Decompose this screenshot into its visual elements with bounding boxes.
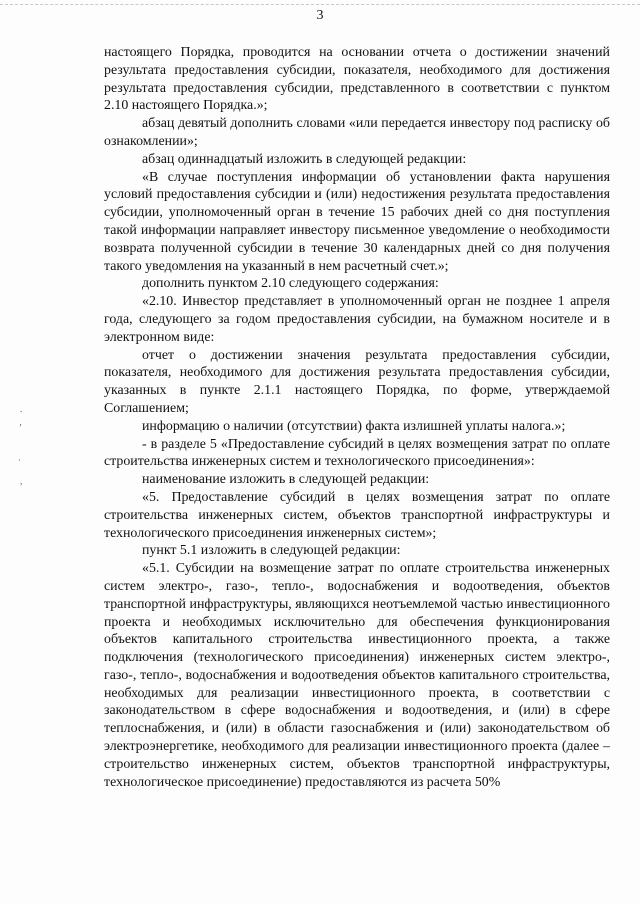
paragraph: отчет о достижении значения результата предоставления субсидии, показателя, необходимого для достижения результата предоставления субсидии, указанных в пункте 2.1.1 настоящего Порядка, по форме, утверждаемой Соглашением; — [104, 347, 610, 416]
paragraph: информацию о наличии (отсутствии) факта излишней уплаты налога.»; — [142, 418, 566, 434]
scan-edge-line — [0, 4, 640, 5]
paragraph: «2.10. Инвестор представляет в уполномоченный орган не позднее 1 апреля года, следующего за годом предоставления субсидии, на бумажном носителе и в электронном виде: — [104, 294, 610, 345]
paragraph: пункт 5.1 изложить в следующей редакции: — [142, 543, 401, 559]
document-page: 3 . ‚ · , настоящего Порядка, проводится на основании отчета о достижении значений результата предоставления субсидии, показателя, необходимого для достижения результата предоставления субсидии, представленного в соответствии с пунктом 2.10 настоящего Порядка.»; абзац девятый дополнить словами «или передается инвестору под расписку об ознакомлении»; абзац одиннадцатый изложить в следующей редакции: «В случае поступления информации об установлении факта нарушения условий предоставления субсидии и (или) недостижения результата предоставления субсидии, уполномоченный орган в течение 15 рабочих дней со дня поступления такой информации направляет инвестору письменное уведомление о необходимости возврата полученной субсидии в течение 30 календарных дней со дня получения такого уведомления на указанный в нем расчетный счет.»; дополнить пунктом 2.10 следующего содержания: «2.10. Инвестор представляет в уполномоченный орган не позднее 1 апреля года, следующего за годом предоставления субсидии, на бумажном носителе и в электронном виде: отчет о достижении значения результата предоставления субсидии, показателя, необходимого для достижения результата предоставления субсидии, указанных в пункте 2.1.1 настоящего Порядка, по форме, утверждаемой Соглашением; информацию о наличии (отсутствии) факта излишней уплаты налога.»; - в разделе 5 «Предоставление субсидий в целях возмещения затрат по оплате строительства инженерных систем и технологического присоединения»: наименование изложить в следующей редакции: «5. Предоставление субсидий в целях возмещения затрат по оплате строительства инженерных систем, объектов транспортной инфраструктуры и технологического присоединения инженерных систем»; пункт 5.1 изложить в следующей редакции: «5.1. Субсидии на возмещение затрат по оплате строительства инженерных систем электро-, газо-, тепло-, водоснабжения и водоотведения, объектов транспортной инфраструктуры, являющихся неотъемлемой частью инвестиционного проекта и необходимых исключительно для обеспечения функционирования объектов капитального строительства инвестиционного проекта, а также подключения (технологического присоединения) инженерных систем электро-, газо-, тепло-, водоснабжения и водоотведения объектов капитального строительства, необходимых для реализации инвестиционного проекта, в соответствии с законодательством в сфере водоснабжения и водоотведения, и (или) в сфере теплоснабжения, и (или) в области газоснабжения и (или) законодательством об электроэнергетике, необходимого для реализации инвестиционного проекта (далее – строительство инженерных систем, объектов транспортной инфраструктуры, технологическое присоединение) предоставляются из расчета 50% — [0, 0, 640, 905]
paragraph: «5. Предоставление субсидий в целях возмещения затрат по оплате строительства инженерных систем, объектов транспортной инфраструктуры и технологического присоединения инженерных систем»; — [104, 489, 610, 541]
paragraph: дополнить пунктом 2.10 следующего содержания: — [142, 276, 439, 292]
document-body — [104, 44, 610, 791]
page-number: 3 — [316, 8, 324, 23]
paragraph: настоящего Порядка, проводится на основании отчета о достижении значений результата предоставления субсидии, показателя, необходимого для достижения результата предоставления субсидии, представленного в соответствии с пунктом 2.10 настоящего Порядка.»; — [104, 45, 610, 114]
paragraph: абзац одиннадцатый изложить в следующей редакции: — [142, 151, 467, 167]
paragraph: наименование изложить в следующей редакции: — [142, 472, 430, 488]
paragraph: «В случае поступления информации об установлении факта нарушения условий предоставления субсидии и (или) недостижения результата предоставления субсидии, уполномоченный орган в течение 15 рабочих дней со дня поступления такой информации направляет инвестору письменное уведомление о необходимости возврата полученной субсидии в течение 30 календарных дней со дня получения такого уведомления на указанный в нем расчетный счет.»; — [104, 169, 610, 274]
paragraph: абзац девятый дополнить словами «или передается инвестору под расписку об ознакомлении»; — [104, 116, 610, 149]
paragraph: - в разделе 5 «Предоставление субсидий в целях возмещения затрат по оплате строительства инженерных систем и технологического присоединения»: — [104, 436, 610, 470]
paragraph: «5.1. Субсидии на возмещение затрат по оплате строительства инженерных систем электро-, газо-, тепло-, водоснабжения и водоотведения, объектов транспортной инфраструктуры, являющихся неотъемлемой частью инвестиционного проекта и необходимых исключительно для обеспечения функционирования объектов капитального строительства инвестиционного проекта, а также подключения (технологического присоединения) инженерных систем электро-, газо-, тепло-, водоснабжения и водоотведения объектов капитального строительства, необходимых для реализации инвестиционного проекта, в соответствии с законодательством в сфере водоснабжения и водоотведения, и (или) в сфере теплоснабжения, и (или) в области газоснабжения и (или) законодательством об электроэнергетике, необходимого для реализации инвестиционного проекта (далее – строительство инженерных систем, объектов транспортной инфраструктуры, технологическое присоединение) предоставляются из расчета 50% — [104, 561, 610, 790]
